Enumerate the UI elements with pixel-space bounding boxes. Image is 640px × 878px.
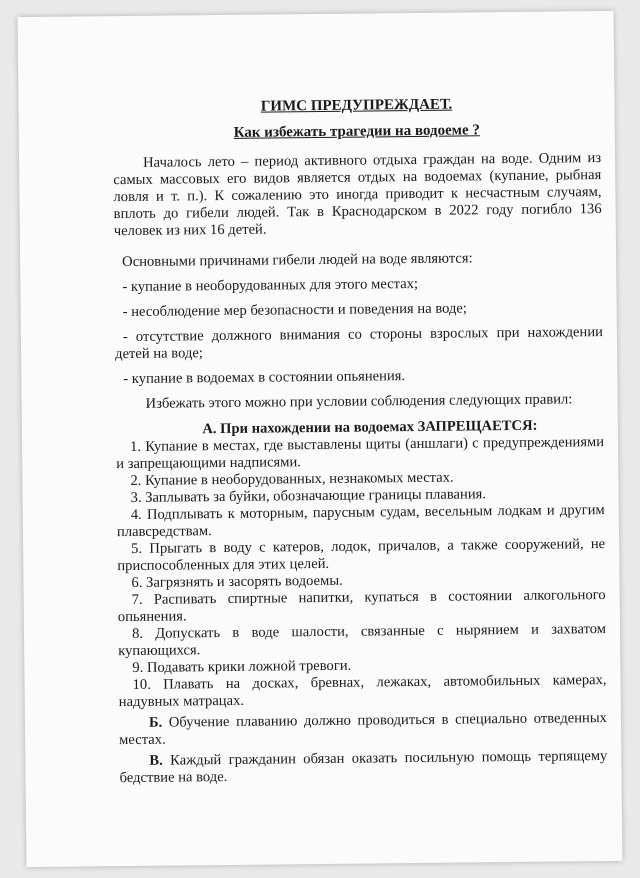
reason-item: - купание в необорудованных для этого местах; xyxy=(122,275,419,296)
reason-item: - отсутствие должного внимания со стороны взрослых при нахождении детей на воде; xyxy=(115,324,603,363)
rule-item: 2. Купание в необорудованных, незнакомых местах. xyxy=(130,469,454,489)
section-b-letter: Б. xyxy=(148,714,163,731)
document-body xyxy=(112,95,607,787)
avoid-line: Избежать этого можно при условии соблюдения следующих правил: xyxy=(145,391,573,412)
rule-item: 6. Загрязнять и засорять водоемы. xyxy=(131,572,343,591)
reasons-heading: Основными причинами гибели людей на воде являются: xyxy=(122,250,473,271)
rule-item: 7. Распивать спиртные напитки, купаться в состоянии алкогольного опьянения. xyxy=(117,587,606,626)
rule-item: 8. Допускать в воде шалости, связанные с нырянием и захватом купающихся. xyxy=(118,621,607,660)
section-b xyxy=(119,710,607,749)
rule-item: 1. Купание в местах, где выставлены щиты (аншлаги) с предупреждениями и запрещающими надписями. xyxy=(116,434,605,473)
section-c xyxy=(119,748,607,787)
rule-item: 4. Подплывать к моторным, парусным судам, весельным лодкам и другим плавсредствам. xyxy=(116,502,605,541)
rule-item: 5. Прыгать в воду с катеров, лодок, причалов, а также сооружений, не приспособленных для этих целей. xyxy=(117,536,606,575)
section-c-letter: В. xyxy=(149,752,163,769)
section-a-heading: А. При нахождении на водоемах ЗАПРЕЩАЕТСЯ: xyxy=(202,417,538,438)
section-c-text: Каждый гражданин обязан оказать посильную помощь терпящему бедствие на воде. xyxy=(119,748,608,787)
rule-item: 9. Подавать крики ложной тревоги. xyxy=(132,657,352,676)
rule-item: 10. Плавать на досках, бревнах, лежаках, автомобильных камерах, надувных матрацах. xyxy=(118,672,607,711)
document-page xyxy=(18,11,623,867)
reason-item: - купание в водоемах в состоянии опьянения. xyxy=(123,368,406,388)
document-subtitle: Как избежать трагедии на водоеме ? xyxy=(233,122,480,141)
rule-item: 3. Заплывать за буйки, обозначающие границы плавания. xyxy=(130,486,487,506)
document-title: ГИМС ПРЕДУПРЕЖДАЕТ. xyxy=(260,96,453,115)
section-b-text: Обучение плаванию должно проводиться в специально отведенных местах. xyxy=(119,710,608,749)
intro-paragraph: Началось лето – период активного отдыха граждан на воде. Одним из самых массовых его видов является отдых на водоемах (купание, рыбная ловля и т. п.). К сожалению это иногда приводит к несчастным случаям, вплоть до гибели людей. Так в Краснодарском в 2022 году погибло 136 человек из них 16 детей. xyxy=(113,150,602,240)
reason-item: - несоблюдение мер безопасности и поведения на воде; xyxy=(122,300,467,321)
